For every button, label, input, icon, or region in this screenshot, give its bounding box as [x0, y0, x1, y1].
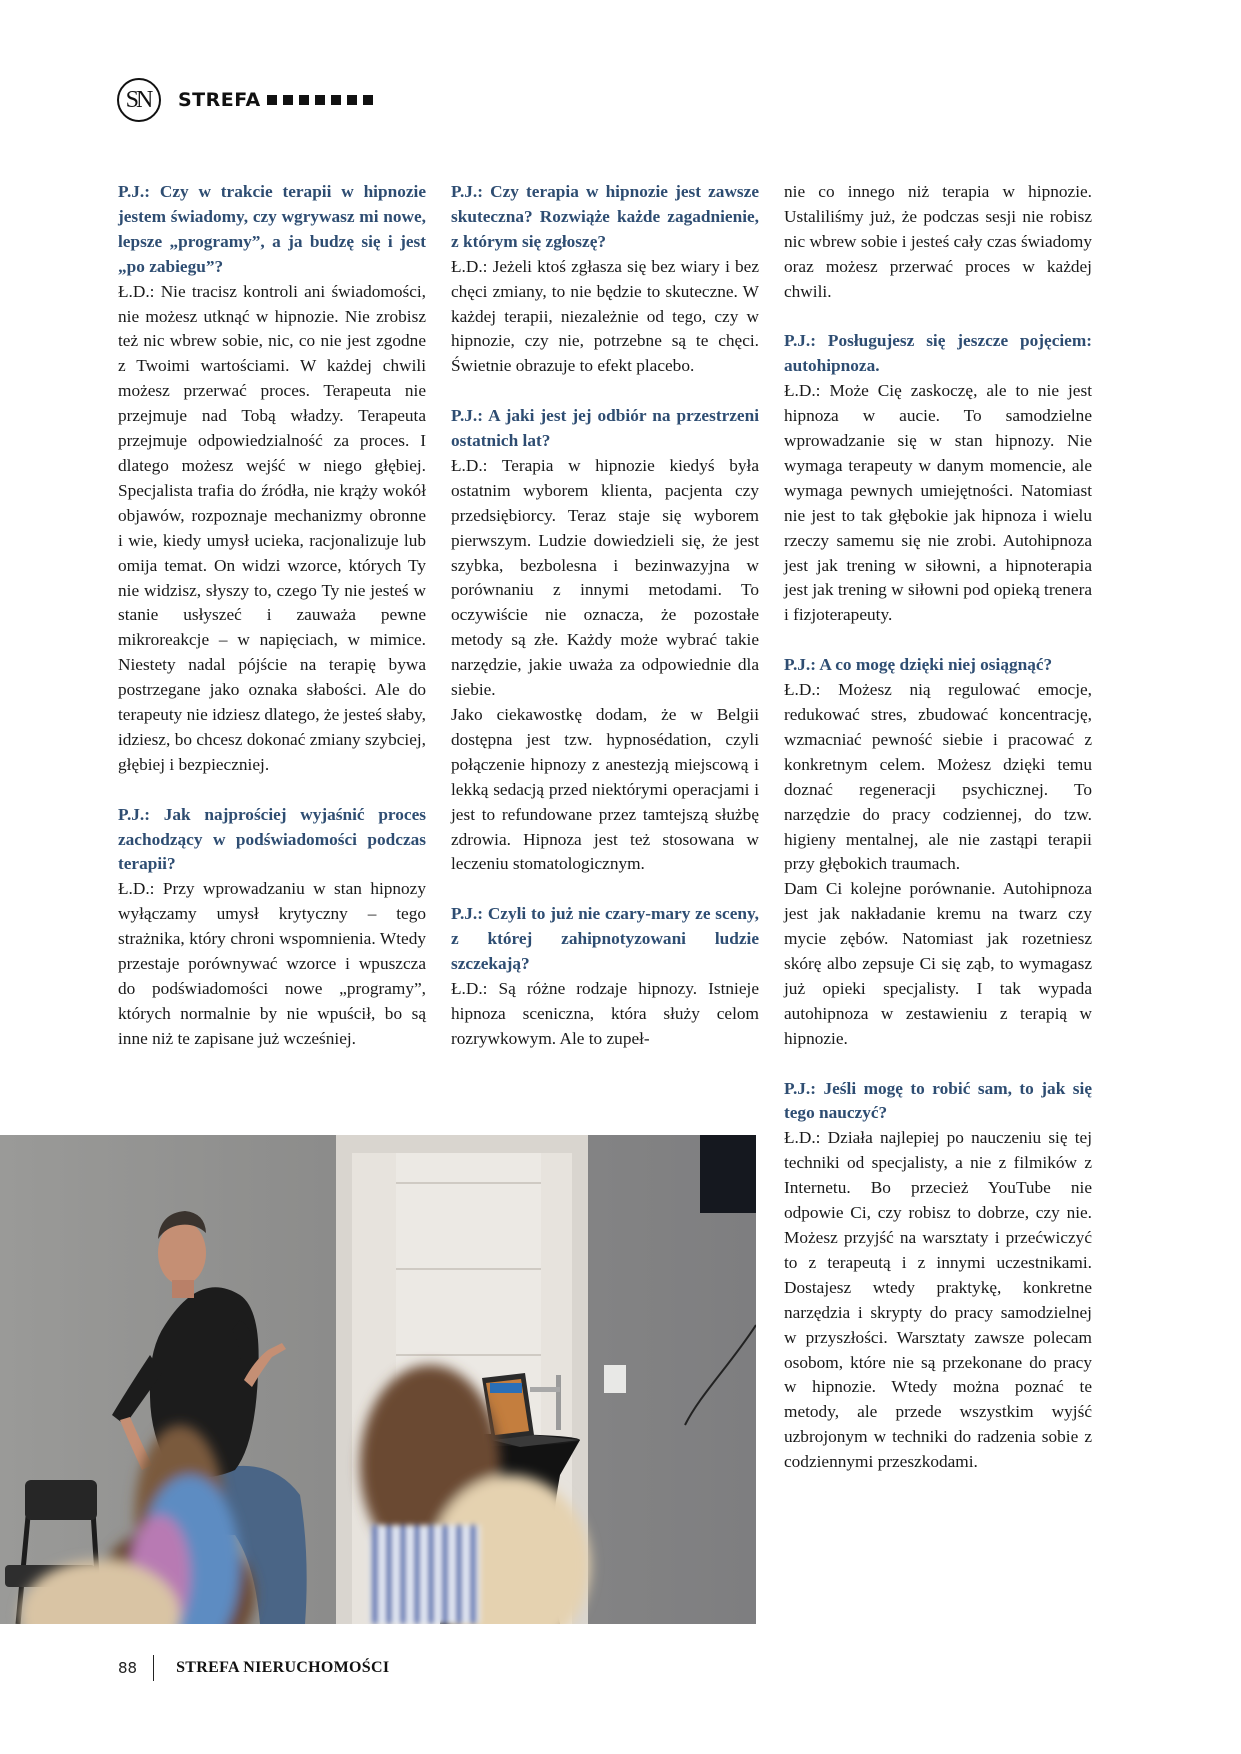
qa-block: [451, 180, 759, 379]
interview-question: P.J.: A jaki jest jej odbiór na przestrzeni ostatnich lat?: [451, 406, 759, 451]
interview-answer: Ł.D.: Przy wprowadzaniu w stan hipnozy wyłączamy umysł krytyczny – tego strażnika, który chroni wspomnienia. Wtedy przestaje porównywać wzorce i wpuszcza do podświadomości nowe „programy”, których normalnie by nie wpuścił, bo są inne niż te zapisane już wcześniej.: [118, 879, 426, 1048]
qa-block: [451, 404, 759, 877]
article-column-1: [118, 180, 426, 1052]
qa-block: [784, 1077, 1092, 1476]
page-footer: [118, 1655, 389, 1681]
qa-block: [451, 902, 759, 1051]
decorative-squares-icon: [267, 95, 373, 105]
qa-block: [118, 180, 426, 778]
interview-answer: Ł.D.: Może Cię zaskoczę, ale to nie jest hipnoza w aucie. To samodzielne wprowadzanie się w stan hipnozy. Nie wymaga terapeuty w danym momencie, ale wymaga pewnych umiejętności. Natomiast nie jest to tak głębokie jak hipnoza i wielu rzeczy samemu się nie zrobi. Autohipnoza jest jak trening w siłowni, a hipnoterapia jest jak trening w siłowni pod opieką trenera i fizjoterapeuty.: [784, 381, 1092, 625]
interview-answer-continued: Jako ciekawostkę dodam, że w Belgii dostępna jest tzw. hypnosédation, czyli połączenie hipnozy z anestezją miejscową i lekką sedacją przed niektórymi operacjami i jest to refundowane przez tamtejszą służbę zdrowia. Hipnoza jest też stosowana w leczeniu stomatologicznym.: [451, 705, 759, 874]
interview-answer: Ł.D.: Działa najlepiej po nauczeniu się tej techniki od specjalisty, a nie z filmików z Internetu. Bo przecież YouTube nie odpowie Ci, czy robisz to dobrze, czy nie. Możesz przyjść na warsztaty i przećwiczyć to z terapeutą i z innymi uczestnikami. Dostajesz wtedy praktykę, konkretne narzędzia i skrypty do pracy samodzielnej w przyszłości. Warsztaty zawsze polecam osobom, które nie są przekonane do pracy w hipnozie. Wtedy można poznać te metody, ale przede wszystkim wyjść uzbrojonym w techniki do radzenia sobie z codziennymi przeszkodami.: [784, 1128, 1092, 1472]
interview-question: P.J.: Posługujesz się jeszcze pojęciem: autohipnoza.: [784, 331, 1092, 376]
interview-question: P.J.: Czy w trakcie terapii w hipnozie jestem świadomy, czy wgrywasz mi nowe, lepsze „programy”, a ja budzę się i jest „po zabiegu”?: [118, 182, 426, 276]
photo-illustration: [0, 1135, 756, 1624]
interview-answer: Ł.D.: Nie tracisz kontroli ani świadomości, nie możesz utknąć w hipnozie. Nie zrobisz też nic wbrew sobie, nic, co nie jest zgodne z Twoimi wartościami. W każdej chwili możesz przerwać proces. Terapeuta nie przejmuje nad Tobą władzy. Terapeuta przejmuje odpowiedzialność za proces. I dlatego możesz wejść w niego głębiej. Specjalista trafia do źródła, nie krąży wokół objawów, rozpoznaje mechanizmy obronne i wie, kiedy umysł ucieka, racjonalizuje lub omija temat. On widzi wzorce, których Ty nie widzisz, słyszy to, czego Ty nie jesteś w stanie usłyszeć i zauważa pewne mikroreakcje – w napięciach, w mimice. Niestety nadal pójście na terapię bywa postrzegane jako oznaka słabości. Ale do terapeuty nie idziesz dlatego, że jesteś słaby, idziesz, bo chcesz dokonać zmiany szybciej, głębiej i bezpieczniej.: [118, 281, 426, 774]
page-number: 88: [118, 1659, 138, 1677]
qa-block: [784, 653, 1092, 1052]
qa-block: [118, 803, 426, 1052]
section-label: STREFA: [178, 89, 261, 111]
magazine-header: [117, 78, 373, 122]
interview-answer: Ł.D.: Terapia w hipnozie kiedyś była ostatnim wyborem klienta, pacjenta czy przedsiębiorcy. Teraz staje się wyborem pierwszym. Ludzie dowiedzieli się, że jest szybka, bezbolesna i bezinwazyjna w porównaniu z innymi metodami. To oczywiście nie oznacza, że pozostałe metody są złe. Każdy może wybrać takie narzędzie, jakie uważa za odpowiednie dla siebie.: [451, 455, 759, 700]
footer-divider: [153, 1655, 154, 1681]
workshop-photo: [0, 1135, 756, 1624]
interview-question: P.J.: Czy terapia w hipnozie jest zawsze skuteczna? Rozwiąże każde zagadnienie, z którym się zgłoszę?: [451, 182, 759, 251]
interview-question: P.J.: Czyli to już nie czary-mary ze sceny, z której zahipnotyzowani ludzie szczekają?: [451, 904, 759, 974]
interview-question: P.J.: A co mogę dzięki niej osiągnąć?: [784, 655, 1053, 675]
interview-answer: Ł.D.: Jeżeli ktoś zgłasza się bez wiary i bez chęci zmiany, to nie będzie to skuteczne. W każdej terapii, niezależnie od tego, czy w hipnozie, czy nie, potrzebne są te chęci. Świetnie obrazuje to efekt placebo.: [451, 256, 759, 376]
article-column-2: [451, 180, 759, 1052]
interview-answer: Ł.D.: Są różne rodzaje hipnozy. Istnieje hipnoza sceniczna, która służy celom rozrywkowym. Ale to zupeł-: [451, 978, 759, 1048]
qa-block: [784, 329, 1092, 628]
sn-logo-icon: SN: [117, 78, 161, 122]
interview-question: P.J.: Jeśli mogę to robić sam, to jak się tego nauczyć?: [784, 1078, 1092, 1123]
interview-answer: nie co innego niż terapia w hipnozie. Ustaliliśmy już, że podczas sesji nie robisz nic wbrew sobie i jesteś cały czas świadomy oraz możesz przerwać proces w każdej chwili.: [784, 182, 1092, 301]
article-column-3: [784, 180, 1092, 1475]
qa-block-continued: [784, 180, 1092, 305]
interview-answer-continued: Dam Ci kolejne porównanie. Autohipnoza jest jak nakładanie kremu na twarz czy mycie zębów. Natomiast jak rozetniesz skórę albo zepsuje Ci się ząb, to wymagasz już opieki specjalisty. I tak wypada autohipnoza w zestawieniu z terapią w hipnozie.: [784, 879, 1092, 1048]
magazine-name: STREFA NIERUCHOMOŚCI: [176, 1659, 390, 1676]
interview-question: P.J.: Jak najprościej wyjaśnić proces zachodzący w podświadomości podczas terapii?: [118, 804, 426, 874]
interview-answer: Ł.D.: Możesz nią regulować emocje, redukować stres, zbudować koncentrację, wzmacniać pewność siebie i pracować z konkretnym celem. Możesz dzięki temu doznać regeneracji psychicznej. To narzędzie do pracy codziennej, do tzw. higieny mentalnej, ale nie zastąpi terapii przy głębokich traumach.: [784, 680, 1092, 874]
